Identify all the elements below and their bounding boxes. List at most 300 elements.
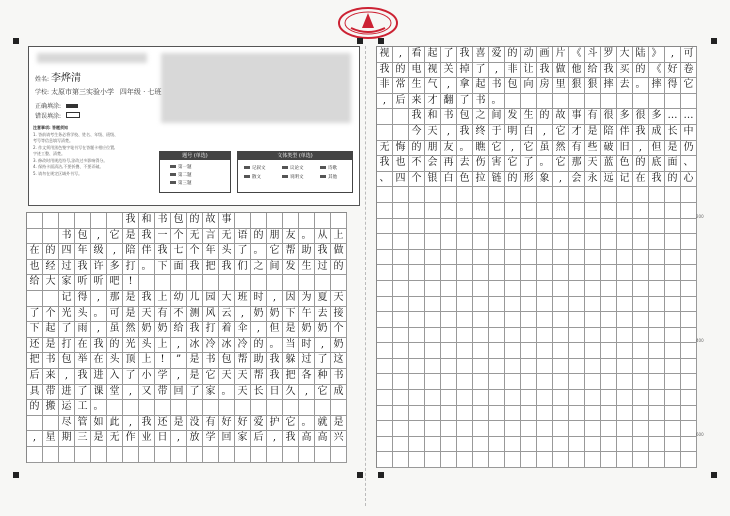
- topic-selector[interactable]: [159, 151, 231, 193]
- grid-cell: [537, 437, 553, 453]
- grid-cell: 中: [681, 125, 697, 141]
- grid-cell: [27, 229, 43, 245]
- grid-cell: [521, 452, 537, 468]
- grid-cell: 。: [537, 156, 553, 172]
- grid-cell: 蓝: [601, 156, 617, 172]
- grid-cell: [569, 219, 585, 235]
- grid-cell: 打: [59, 338, 75, 354]
- grid-cell: [617, 406, 633, 422]
- grid-cell: [585, 390, 601, 406]
- corner-mark: [13, 472, 19, 478]
- grid-cell: [633, 297, 649, 313]
- grid-cell: 奶: [139, 322, 155, 338]
- grid-cell: 风: [203, 307, 219, 323]
- grid-cell: 后: [251, 431, 267, 447]
- grid-cell: 起: [425, 47, 441, 63]
- grid-cell: 是: [123, 229, 139, 245]
- grid-cell: 底: [649, 156, 665, 172]
- grid-cell: 如: [91, 416, 107, 432]
- corner-mark: [357, 38, 363, 44]
- grid-cell: 包: [75, 229, 91, 245]
- grid-cell: 远: [601, 172, 617, 188]
- grid-cell: [617, 437, 633, 453]
- grid-cell: [393, 219, 409, 235]
- grid-cell: [649, 265, 665, 281]
- grid-cell: ,: [267, 431, 283, 447]
- grid-cell: 无: [107, 431, 123, 447]
- grid-cell: 伞: [235, 322, 251, 338]
- grid-cell: 些: [585, 141, 601, 157]
- grid-cell: 一: [155, 229, 171, 245]
- grid-cell: 我: [267, 369, 283, 385]
- grid-cell: [267, 275, 283, 291]
- grid-cell: [299, 275, 315, 291]
- grid-cell: 后: [27, 369, 43, 385]
- grid-cell: 听: [75, 275, 91, 291]
- grid-cell: [665, 359, 681, 375]
- grid-cell: [489, 250, 505, 266]
- grid-cell: 没: [187, 416, 203, 432]
- grid-cell: ,: [315, 338, 331, 354]
- grid-cell: 友: [441, 141, 457, 157]
- grid-cell: 头: [139, 338, 155, 354]
- grid-cell: [617, 281, 633, 297]
- grid-cell: [139, 447, 155, 463]
- corner-mark: [378, 38, 384, 44]
- grid-cell: 冰: [219, 338, 235, 354]
- grid-cell: 奶: [155, 322, 171, 338]
- grid-cell: 回: [219, 431, 235, 447]
- name-label: 姓名:: [35, 76, 50, 83]
- grid-cell: [409, 452, 425, 468]
- genre-option[interactable]: 记叙文: [244, 165, 266, 171]
- grid-cell: 有: [203, 416, 219, 432]
- genre-option[interactable]: 其他: [320, 174, 337, 180]
- grid-cell: [681, 374, 697, 390]
- genre-option[interactable]: 说明文: [282, 174, 304, 180]
- grid-cell: 天: [331, 291, 347, 307]
- grid-cell: [617, 265, 633, 281]
- grid-cell: [425, 281, 441, 297]
- grid-cell: [537, 312, 553, 328]
- grid-cell: [585, 359, 601, 375]
- grid-cell: [441, 265, 457, 281]
- grid-cell: [489, 359, 505, 375]
- grid-cell: [331, 275, 347, 291]
- grid-cell: 是: [123, 291, 139, 307]
- grid-cell: 向: [521, 78, 537, 94]
- notes-title: 注意事项: 答题须知: [33, 125, 68, 130]
- grid-cell: 再: [441, 156, 457, 172]
- grid-cell: [585, 250, 601, 266]
- grid-cell: 我: [219, 260, 235, 276]
- grid-cell: 的: [633, 63, 649, 79]
- grid-cell: [393, 187, 409, 203]
- grid-cell: 伴: [139, 244, 155, 260]
- grid-cell: [457, 359, 473, 375]
- grid-cell: [505, 203, 521, 219]
- grid-cell: 在: [27, 244, 43, 260]
- grid-cell: 把: [203, 260, 219, 276]
- grid-cell: [553, 421, 569, 437]
- grid-cell: 过: [315, 260, 331, 276]
- grid-cell: 它: [505, 156, 521, 172]
- grid-cell: [521, 281, 537, 297]
- grid-cell: [617, 312, 633, 328]
- grid-cell: 学: [203, 431, 219, 447]
- grid-cell: 家: [203, 385, 219, 401]
- grid-cell: 事: [569, 109, 585, 125]
- grid-cell: [521, 219, 537, 235]
- grid-cell: [633, 312, 649, 328]
- grid-cell: 我: [123, 213, 139, 229]
- topic-selector-title: 题号 (单选): [160, 152, 230, 160]
- grid-cell: ,: [171, 338, 187, 354]
- grid-cell: [393, 109, 409, 125]
- grid-cell: [585, 328, 601, 344]
- grid-cell: [569, 94, 585, 110]
- grid-cell: [553, 250, 569, 266]
- grid-cell: 天: [425, 125, 441, 141]
- grid-cell: [585, 265, 601, 281]
- grid-cell: 爱: [251, 416, 267, 432]
- grid-cell: 起: [43, 322, 59, 338]
- grid-cell: [441, 219, 457, 235]
- grid-cell: 天: [219, 369, 235, 385]
- grid-cell: 家: [59, 275, 75, 291]
- grid-cell: [425, 359, 441, 375]
- grid-cell: [553, 234, 569, 250]
- grid-cell: 不: [409, 156, 425, 172]
- grid-cell: ,: [441, 125, 457, 141]
- grid-cell: [681, 452, 697, 468]
- grid-cell: [649, 374, 665, 390]
- grid-cell: 陆: [633, 47, 649, 63]
- grid-cell: 《: [569, 47, 585, 63]
- grid-cell: [409, 343, 425, 359]
- grid-cell: [681, 187, 697, 203]
- grid-cell: 生: [521, 109, 537, 125]
- grid-cell: 无: [187, 229, 203, 245]
- grid-cell: [649, 187, 665, 203]
- grid-cell: [537, 328, 553, 344]
- grid-cell: [681, 406, 697, 422]
- grid-cell: [521, 234, 537, 250]
- topic-option[interactable]: 第一题: [170, 164, 192, 170]
- grid-cell: 助: [251, 353, 267, 369]
- grid-cell: 云: [219, 307, 235, 323]
- grid-cell: [665, 297, 681, 313]
- grid-cell: [601, 328, 617, 344]
- grid-cell: [553, 390, 569, 406]
- grid-cell: 做: [331, 244, 347, 260]
- grid-cell: [633, 281, 649, 297]
- grid-cell: 家: [235, 431, 251, 447]
- grid-cell: [377, 187, 393, 203]
- grid-cell: [553, 406, 569, 422]
- note-line: 5. 请勿在规定区域外书写。: [33, 170, 83, 176]
- grid-cell: [489, 452, 505, 468]
- grid-cell: 天: [139, 307, 155, 323]
- grid-cell: 好: [665, 63, 681, 79]
- grid-cell: [601, 265, 617, 281]
- grid-cell: [235, 447, 251, 463]
- grid-cell: 光: [59, 307, 75, 323]
- grid-cell: [585, 437, 601, 453]
- grid-cell: [553, 281, 569, 297]
- topic-option[interactable]: 第三题: [170, 180, 192, 186]
- grid-cell: [409, 328, 425, 344]
- grid-cell: [425, 328, 441, 344]
- grid-cell: [617, 94, 633, 110]
- grid-cell: 了: [441, 47, 457, 63]
- grid-cell: 书: [331, 369, 347, 385]
- grid-cell: [377, 421, 393, 437]
- grid-cell: [489, 203, 505, 219]
- grid-cell: [441, 359, 457, 375]
- grid-cell: 此: [107, 416, 123, 432]
- grid-cell: 的: [505, 47, 521, 63]
- grid-cell: [441, 421, 457, 437]
- grid-cell: 长: [251, 385, 267, 401]
- grid-cell: 打: [123, 260, 139, 276]
- grid-cell: 帮: [283, 244, 299, 260]
- grid-cell: [457, 421, 473, 437]
- grid-cell: [633, 234, 649, 250]
- grid-cell: [425, 203, 441, 219]
- grid-cell: ,: [537, 125, 553, 141]
- grid-cell: [537, 219, 553, 235]
- grid-cell: [665, 437, 681, 453]
- grid-cell: [219, 447, 235, 463]
- grid-cell: 管: [75, 416, 91, 432]
- grid-cell: [473, 421, 489, 437]
- grid-cell: 今: [409, 125, 425, 141]
- grid-cell: [473, 374, 489, 390]
- grid-cell: 之: [251, 260, 267, 276]
- grid-cell: 面: [665, 156, 681, 172]
- grid-cell: [601, 452, 617, 468]
- grid-cell: 躲: [283, 353, 299, 369]
- grid-cell: [681, 219, 697, 235]
- grid-cell: [569, 437, 585, 453]
- grid-cell: 经: [43, 260, 59, 276]
- grid-cell: 我: [139, 291, 155, 307]
- grid-cell: [585, 94, 601, 110]
- grid-cell: 书: [43, 353, 59, 369]
- grid-cell: [393, 437, 409, 453]
- grid-cell: 做: [553, 63, 569, 79]
- grid-cell: [457, 343, 473, 359]
- grade-value: 四年级 · 七班: [119, 88, 162, 96]
- grid-cell: [681, 297, 697, 313]
- grid-cell: 间: [267, 260, 283, 276]
- grid-cell: [91, 213, 107, 229]
- grid-cell: 后: [393, 94, 409, 110]
- grid-cell: [27, 213, 43, 229]
- grid-cell: [283, 447, 299, 463]
- grid-cell: [457, 297, 473, 313]
- grid-cell: [585, 203, 601, 219]
- grid-cell: 故: [553, 109, 569, 125]
- corner-mark: [357, 472, 363, 478]
- grid-cell: 那: [107, 291, 123, 307]
- grid-cell: [489, 390, 505, 406]
- grid-cell: 的: [393, 63, 409, 79]
- grid-cell: 常: [393, 78, 409, 94]
- grid-cell: 头: [107, 353, 123, 369]
- grid-cell: 冰: [187, 338, 203, 354]
- grid-cell: 起: [473, 78, 489, 94]
- grid-cell: [409, 281, 425, 297]
- grid-cell: [537, 94, 553, 110]
- grid-cell: [393, 406, 409, 422]
- grid-cell: 是: [171, 416, 187, 432]
- grid-cell: [681, 234, 697, 250]
- grid-cell: [473, 281, 489, 297]
- grid-cell: [681, 390, 697, 406]
- grid-cell: 白: [521, 125, 537, 141]
- grid-cell: [393, 343, 409, 359]
- grid-cell: 成: [331, 385, 347, 401]
- grid-cell: [393, 281, 409, 297]
- grid-cell: [649, 312, 665, 328]
- grid-cell: 形: [521, 172, 537, 188]
- grid-cell: [43, 229, 59, 245]
- grid-cell: [283, 400, 299, 416]
- grid-cell: 得: [75, 291, 91, 307]
- grid-cell: 工: [75, 400, 91, 416]
- grid-cell: [473, 187, 489, 203]
- grid-cell: 年: [75, 244, 91, 260]
- grid-cell: [553, 452, 569, 468]
- grid-cell: 许: [91, 260, 107, 276]
- grid-cell: [617, 452, 633, 468]
- grid-cell: 过: [59, 260, 75, 276]
- grid-cell: 了: [315, 353, 331, 369]
- grid-cell: 陪: [601, 125, 617, 141]
- grid-cell: 会: [425, 156, 441, 172]
- grid-cell: 。: [267, 338, 283, 354]
- grid-cell: [617, 421, 633, 437]
- grid-cell: 级: [91, 244, 107, 260]
- grid-cell: [203, 275, 219, 291]
- grid-cell: [457, 219, 473, 235]
- grid-cell: …: [681, 109, 697, 125]
- grid-cell: [537, 265, 553, 281]
- genre-option[interactable]: 散文: [244, 174, 261, 180]
- grid-cell: 把: [27, 353, 43, 369]
- grid-cell: 雨: [75, 322, 91, 338]
- grid-cell: 它: [267, 244, 283, 260]
- grid-cell: 也: [27, 260, 43, 276]
- grid-cell: 言: [203, 229, 219, 245]
- grid-cell: 那: [569, 156, 585, 172]
- grid-cell: 大: [43, 275, 59, 291]
- grid-cell: 的: [251, 338, 267, 354]
- grid-cell: 。: [139, 260, 155, 276]
- grid-cell: [59, 447, 75, 463]
- grid-cell: [203, 447, 219, 463]
- grid-cell: 我: [187, 322, 203, 338]
- genre-option[interactable]: 诗歌: [320, 165, 337, 171]
- grid-cell: [409, 265, 425, 281]
- grid-cell: !: [123, 275, 139, 291]
- grid-cell: [473, 219, 489, 235]
- grid-cell: [521, 421, 537, 437]
- grid-cell: 了: [235, 244, 251, 260]
- grid-cell: [377, 234, 393, 250]
- grid-cell: [425, 343, 441, 359]
- grid-cell: [107, 447, 123, 463]
- grid-cell: 四: [393, 172, 409, 188]
- grid-cell: [537, 359, 553, 375]
- grid-cell: [665, 234, 681, 250]
- grid-cell: 当: [283, 338, 299, 354]
- grid-cell: [489, 219, 505, 235]
- grid-cell: 伴: [617, 125, 633, 141]
- grid-cell: 的: [27, 400, 43, 416]
- grid-cell: [601, 359, 617, 375]
- grid-cell: 这: [331, 353, 347, 369]
- grid-cell: ,: [393, 47, 409, 63]
- grid-cell: 个: [171, 229, 187, 245]
- grid-cell: [489, 234, 505, 250]
- grid-cell: 记: [59, 291, 75, 307]
- grid-cell: 它: [681, 78, 697, 94]
- grid-cell: [617, 390, 633, 406]
- grid-cell: [649, 297, 665, 313]
- grid-cell: [425, 297, 441, 313]
- grid-cell: 电: [409, 63, 425, 79]
- grid-cell: [377, 312, 393, 328]
- genre-option[interactable]: 议论文: [282, 165, 304, 171]
- grid-cell: 多: [617, 109, 633, 125]
- grid-cell: [59, 213, 75, 229]
- corner-mark: [711, 472, 717, 478]
- grid-cell: 各: [299, 369, 315, 385]
- grid-cell: 幼: [171, 291, 187, 307]
- grid-cell: [457, 452, 473, 468]
- note-line: 3. 修改时用规范符号,涂改过多影响得分。: [33, 157, 108, 163]
- grid-cell: 奶: [331, 338, 347, 354]
- topic-option[interactable]: 第二题: [170, 172, 192, 178]
- grid-cell: 作: [123, 431, 139, 447]
- grid-cell: [377, 359, 393, 375]
- genre-selector[interactable]: [237, 151, 353, 193]
- grid-cell: 我: [91, 338, 107, 354]
- notes-section: [33, 125, 133, 177]
- grid-cell: [665, 187, 681, 203]
- grid-cell: 我: [267, 353, 283, 369]
- grid-cell: [75, 447, 91, 463]
- grid-cell: [473, 265, 489, 281]
- grid-cell: 好: [219, 416, 235, 432]
- grid-cell: [537, 452, 553, 468]
- grid-cell: [377, 437, 393, 453]
- grid-cell: [473, 312, 489, 328]
- grid-cell: 奶: [315, 322, 331, 338]
- grid-cell: 然: [553, 141, 569, 157]
- grid-cell: [681, 359, 697, 375]
- grid-cell: 朋: [425, 141, 441, 157]
- grid-cell: 它: [283, 416, 299, 432]
- grid-cell: 是: [187, 353, 203, 369]
- grid-cell: [585, 406, 601, 422]
- grid-cell: 于: [489, 125, 505, 141]
- grid-cell: [649, 359, 665, 375]
- grid-cell: [283, 213, 299, 229]
